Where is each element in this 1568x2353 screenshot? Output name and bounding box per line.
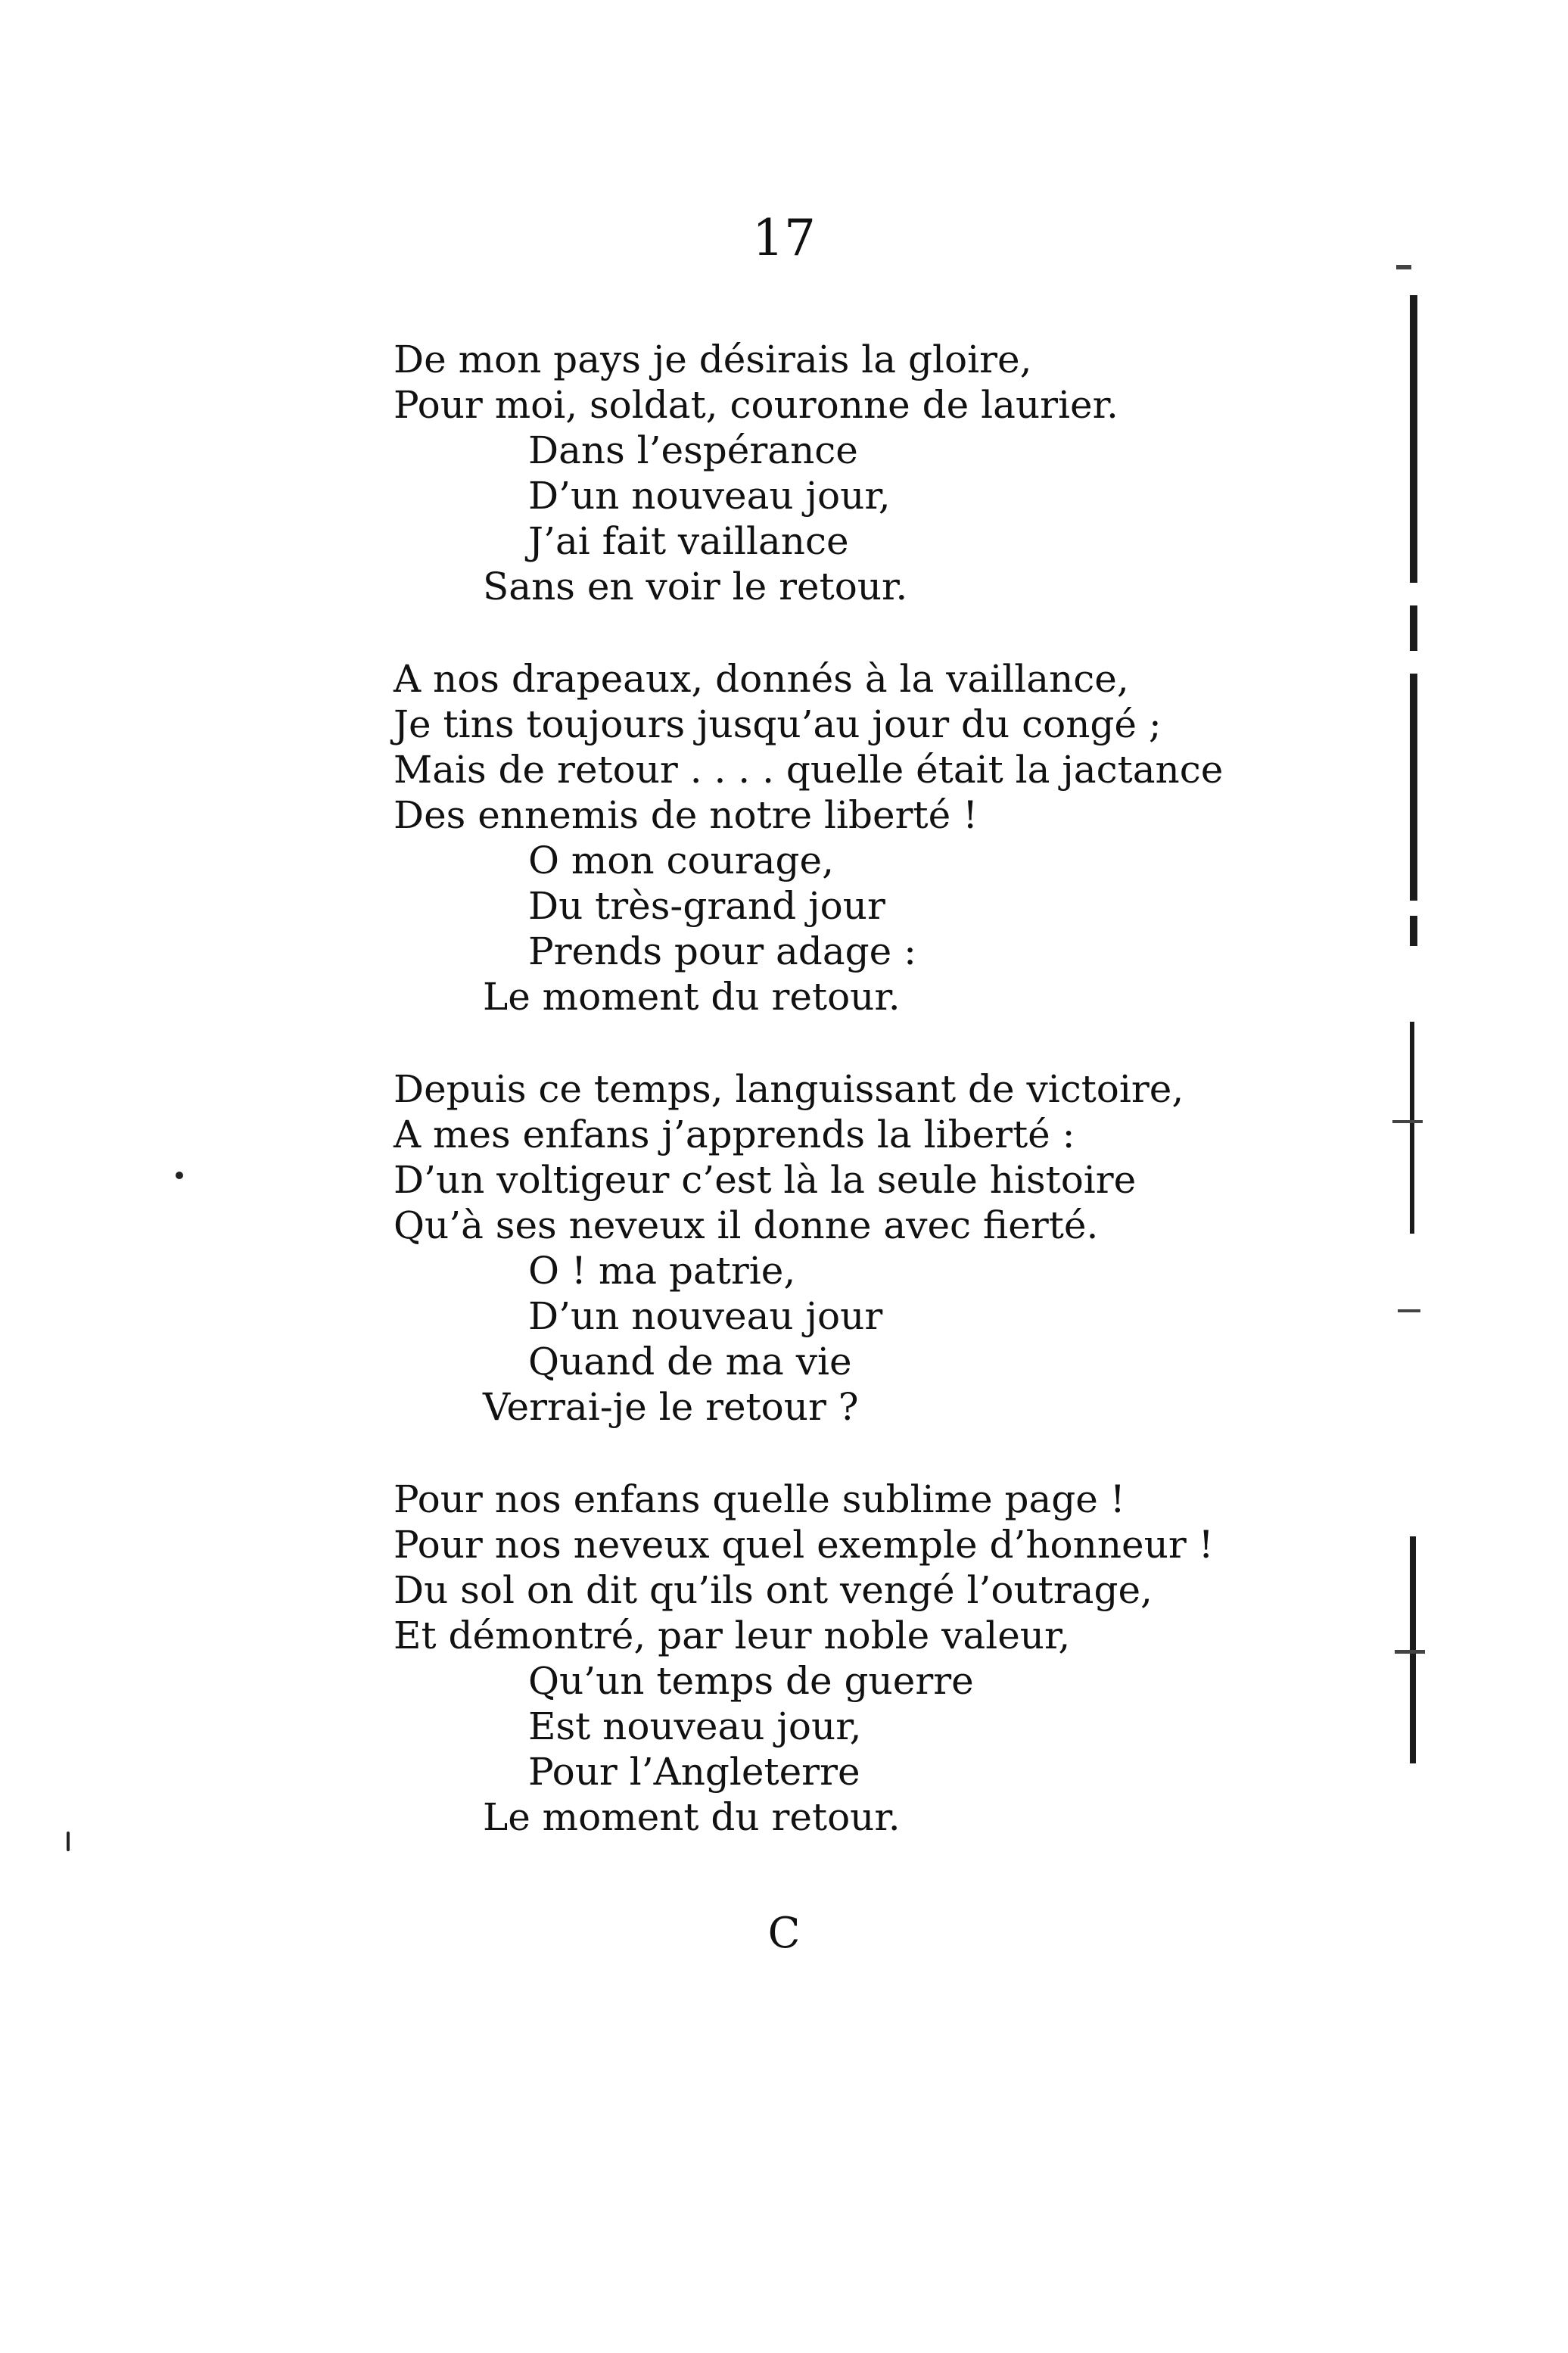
margin-speck [67, 1832, 70, 1851]
poem-line: Le moment du retour. [483, 1795, 901, 1839]
poem-line: Prends pour adage : [528, 929, 916, 973]
poem-line: Qu’à ses neveux il donne avec fierté. [394, 1203, 1099, 1247]
poem-line: D’un voltigeur c’est là la seule histoire [394, 1158, 1137, 1202]
page-number: 17 [752, 209, 816, 267]
poem-line: O mon courage, [528, 839, 835, 882]
poem-line: O ! ma patrie, [528, 1249, 796, 1293]
poem-line: Le moment du retour. [483, 975, 901, 1019]
poem-line: Verrai-je le retour ? [483, 1385, 859, 1429]
poem-line: Pour moi, soldat, couronne de laurier. [394, 383, 1118, 427]
margin-speck [176, 1172, 183, 1179]
poem-line: Depuis ce temps, languissant de victoire, [394, 1067, 1184, 1111]
stanza [394, 337, 1324, 609]
poem-line: Pour nos enfans quelle sublime page ! [394, 1477, 1125, 1521]
poem-line: Sans en voir le retour. [483, 565, 908, 608]
signature-mark: C [767, 1909, 801, 1958]
poem-line: Du sol on dit qu’ils ont vengé l’outrage, [394, 1568, 1153, 1612]
poem-line: D’un nouveau jour, [528, 474, 891, 518]
stanza [394, 1066, 1324, 1430]
poem-line: Du très-grand jour [528, 884, 885, 928]
scan-edge-artifact [1389, 250, 1430, 1854]
poem-line: Mais de retour . . . . quelle était la jactance [394, 748, 1224, 792]
poem-line: A mes enfans j’apprends la liberté : [394, 1113, 1075, 1156]
poem-line: D’un nouveau jour [528, 1294, 883, 1338]
poem-line: J’ai fait vaillance [528, 519, 849, 563]
poem-line: Et démontré, par leur noble valeur, [394, 1614, 1071, 1657]
poem-line: Je tins toujours jusqu’au jour du congé ; [394, 702, 1162, 746]
poem-line: Pour l’Angleterre [528, 1750, 860, 1794]
poem-line: Des ennemis de notre liberté ! [394, 793, 978, 837]
poem-line: Qu’un temps de guerre [528, 1659, 974, 1703]
poem-line: Dans l’espérance [528, 428, 858, 472]
poem-line: Quand de ma vie [528, 1340, 852, 1383]
poem-line: De mon pays je désirais la gloire, [394, 338, 1032, 381]
poem-line: Pour nos neveux quel exemple d’honneur ! [394, 1523, 1214, 1567]
stanza [394, 656, 1324, 1019]
poem-body [394, 337, 1324, 1887]
stanza [394, 1477, 1324, 1840]
poem-line: A nos drapeaux, donnés à la vaillance, [394, 657, 1129, 701]
poem-line: Est nouveau jour, [528, 1704, 862, 1748]
